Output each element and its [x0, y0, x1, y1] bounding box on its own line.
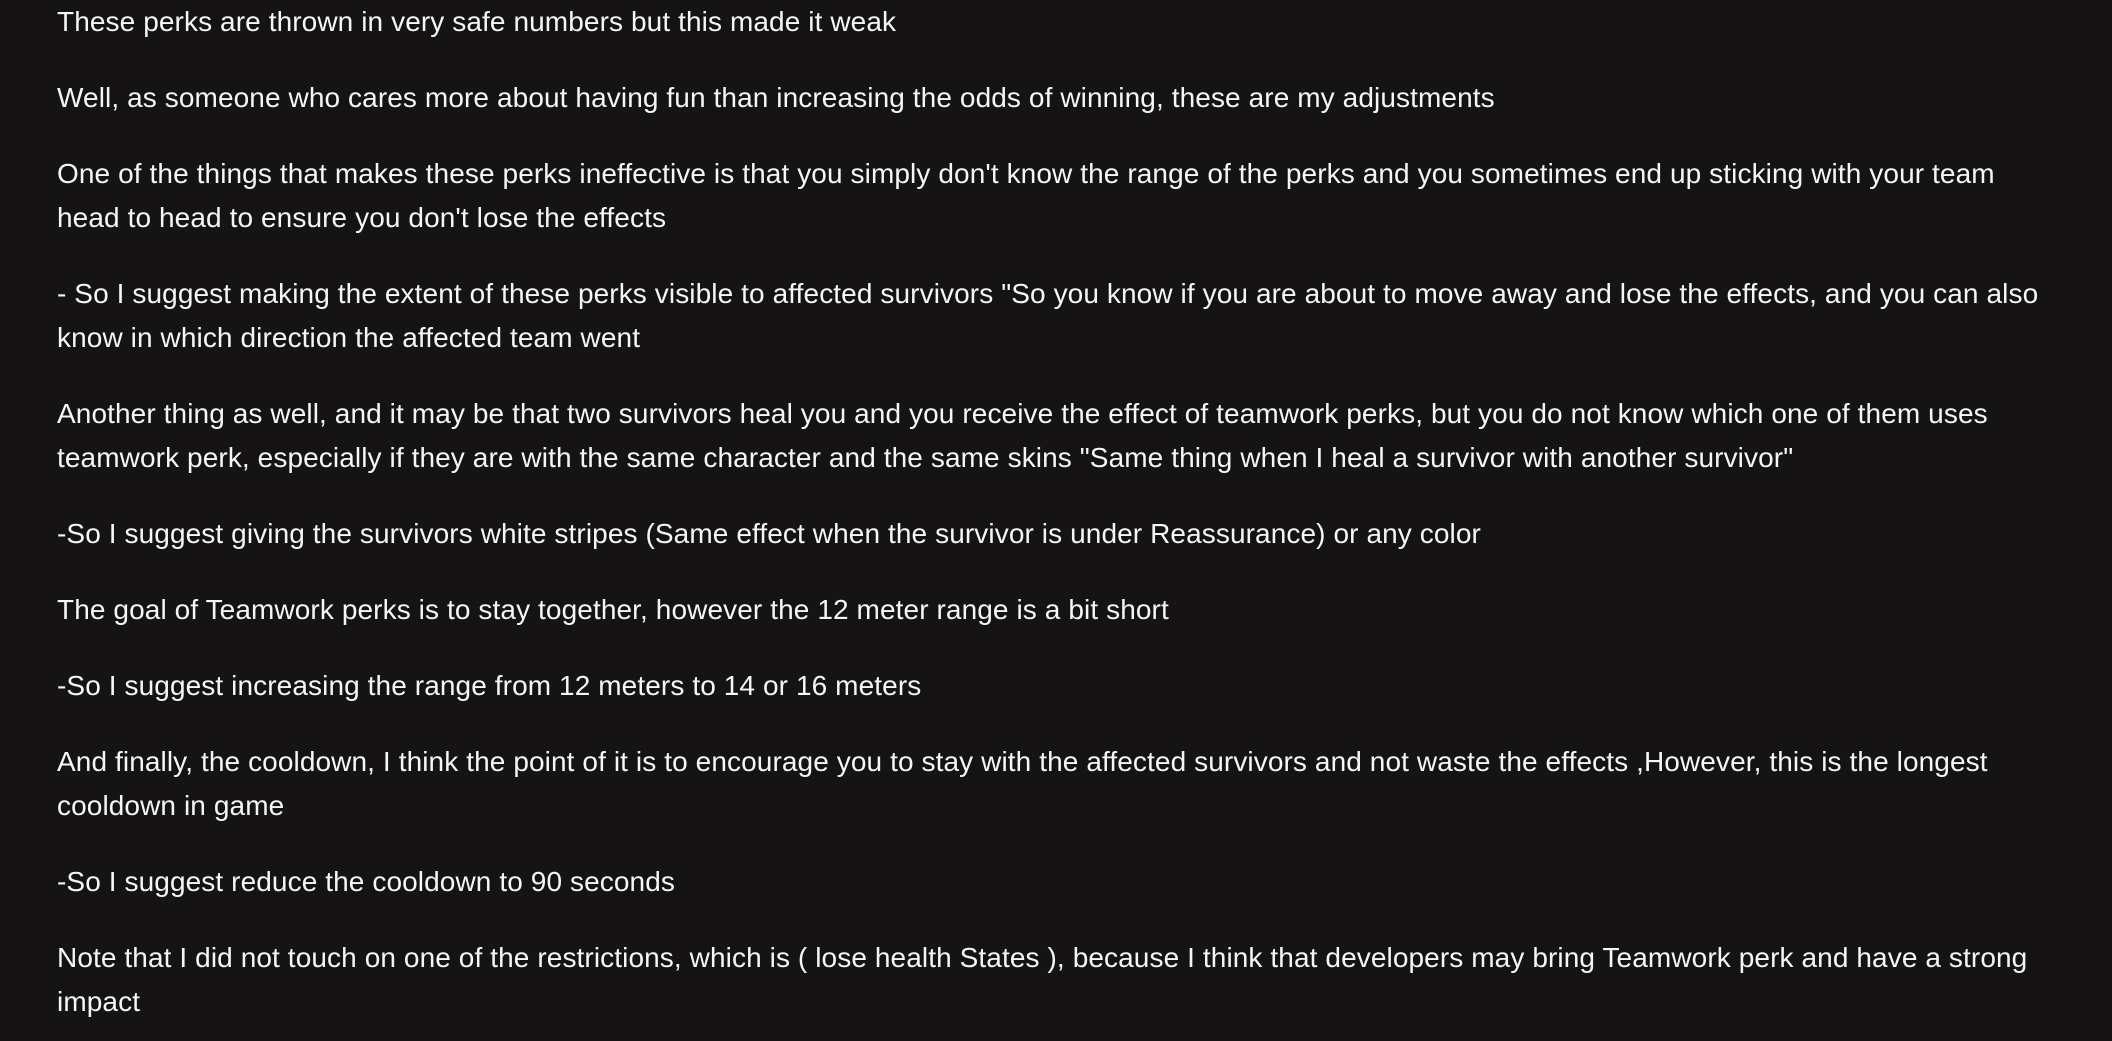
post-paragraph: - So I suggest making the extent of these perks visible to affected survivors "So you know if you are about to move away and lose the effects, and you can also know in which direction the affected team went	[57, 278, 2039, 353]
post-paragraph: Note that I did not touch on one of the restrictions, which is ( lose health States ), because I think that developers may bring Teamwork perk and have a strong impact	[57, 942, 2028, 1017]
post-paragraph: Another thing as well, and it may be that two survivors heal you and you receive the effect of teamwork perks, but you do not know which one of them uses teamwork perk, especially if they are with the same character and the same skins "Same thing when I heal a survivor with another survivor"	[57, 398, 1988, 473]
post-paragraph: -So I suggest giving the survivors white stripes (Same effect when the survivor is under Reassurance) or any color	[57, 518, 1481, 549]
post-paragraph: These perks are thrown in very safe numbers but this made it weak	[57, 6, 897, 37]
post-paragraph: The goal of Teamwork perks is to stay together, however the 12 meter range is a bit short	[57, 594, 1169, 625]
post-paragraph: Well, as someone who cares more about having fun than increasing the odds of winning, these are my adjustments	[57, 82, 1495, 113]
post-paragraph: -So I suggest increasing the range from 12 meters to 14 or 16 meters	[57, 670, 922, 701]
post-paragraph: -So I suggest reduce the cooldown to 90 seconds	[57, 866, 675, 897]
post-paragraph: One of the things that makes these perks ineffective is that you simply don't know the range of the perks and you sometimes end up sticking with your team head to head to ensure you don't lose the effects	[57, 158, 1995, 233]
post-paragraph: And finally, the cooldown, I think the point of it is to encourage you to stay with the affected survivors and not waste the effects ,However, this is the longest cooldown in game	[57, 746, 1988, 821]
